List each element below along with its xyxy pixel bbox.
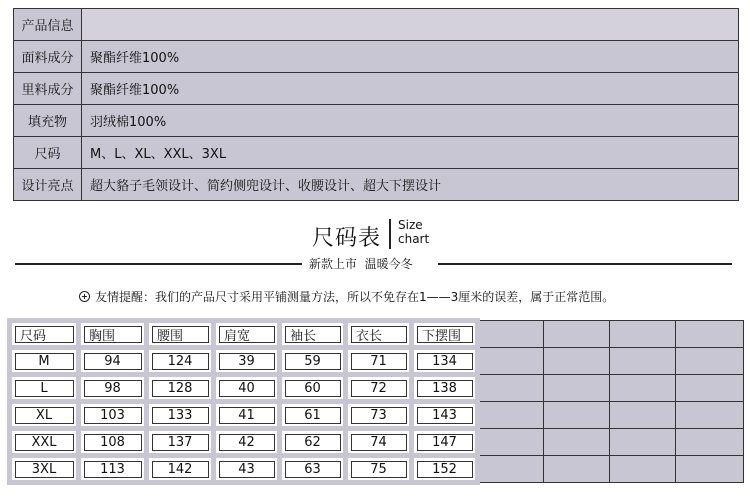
empty-cell [478,348,544,375]
empty-cell [676,321,744,348]
size-cell: L [10,375,79,402]
info-value [82,9,739,41]
empty-cell [544,375,610,402]
size-cell: XL [10,402,79,429]
value-cell: 137 [147,429,214,456]
tagline: 新款上市 温暖今冬 [309,257,413,271]
value-cell: 61 [280,402,346,429]
table-row [10,348,744,375]
value-cell: 128 [147,375,214,402]
value-cell: 142 [147,456,214,483]
info-label: 面料成分 [14,41,82,73]
empty-cell [610,348,676,375]
column-header: 衣长 [346,321,412,348]
value-cell: 60 [280,375,346,402]
value-cell: 113 [79,456,147,483]
info-row [14,169,739,201]
value-cell: 62 [280,429,346,456]
size-chart-heading [0,218,750,252]
product-info-table [13,8,739,201]
info-value: 聚酯纤维100% [82,41,739,73]
notice [79,288,614,305]
info-row [14,41,739,73]
value-cell: 147 [412,429,478,456]
empty-cell [544,456,610,483]
table-row [10,375,744,402]
column-header: 肩宽 [214,321,280,348]
empty-cell [478,456,544,483]
empty-cell [676,429,744,456]
info-label: 设计亮点 [14,169,82,201]
value-cell: 42 [214,429,280,456]
plus-circle-icon [79,291,90,302]
empty-cell [676,375,744,402]
info-label: 产品信息 [14,9,82,41]
info-value: 超大貉子毛领设计、简约侧兜设计、收腰设计、超大下摆设计 [82,169,739,201]
size-chart-title: 尺码表 [312,226,382,251]
value-cell: 98 [79,375,147,402]
info-row [14,73,739,105]
value-cell: 152 [412,456,478,483]
info-label: 尺码 [14,137,82,169]
value-cell: 143 [412,402,478,429]
table-row [10,402,744,429]
info-label: 填充物 [14,105,82,137]
divider-line-left [15,263,302,265]
empty-cell [478,429,544,456]
empty-cell [610,429,676,456]
empty-cell [478,402,544,429]
value-cell: 43 [214,456,280,483]
empty-cell [544,321,610,348]
empty-cell [478,375,544,402]
value-cell: 40 [214,375,280,402]
column-header: 下摆围 [412,321,478,348]
size-cell: XXL [10,429,79,456]
value-cell: 59 [280,348,346,375]
value-cell: 138 [412,375,478,402]
empty-cell [544,429,610,456]
size-table-header [10,321,744,348]
info-value: 聚酯纤维100% [82,73,739,105]
divider-line-right [438,263,732,265]
empty-cell [610,456,676,483]
size-chart-title-en [398,218,429,246]
column-header: 胸围 [79,321,147,348]
value-cell: 124 [147,348,214,375]
empty-cell [610,321,676,348]
value-cell: 63 [280,456,346,483]
info-value: 羽绒棉100% [82,105,739,137]
value-cell: 133 [147,402,214,429]
empty-cell [676,402,744,429]
empty-cell [676,348,744,375]
table-row [10,456,744,483]
empty-cell [544,348,610,375]
empty-cell [676,456,744,483]
empty-cell [610,375,676,402]
empty-cell [610,402,676,429]
value-cell: 108 [79,429,147,456]
value-cell: 41 [214,402,280,429]
value-cell: 73 [346,402,412,429]
title-en-line-1: Size [398,218,423,232]
value-cell: 74 [346,429,412,456]
column-header: 袖长 [280,321,346,348]
empty-cell [544,402,610,429]
size-cell: M [10,348,79,375]
value-cell: 39 [214,348,280,375]
size-table [7,318,744,485]
empty-cell [478,321,544,348]
value-cell: 71 [346,348,412,375]
value-cell: 75 [346,456,412,483]
info-row [14,9,739,41]
value-cell: 72 [346,375,412,402]
column-header: 尺码 [10,321,79,348]
size-cell: 3XL [10,456,79,483]
notice-text: 友情提醒：我们的产品尺寸采用平铺测量方法，所以不免存在1——3厘米的误差，属于正常范围。 [95,290,615,304]
info-label: 里料成分 [14,73,82,105]
value-cell: 134 [412,348,478,375]
table-row [10,429,744,456]
value-cell: 103 [79,402,147,429]
column-header: 腰围 [147,321,214,348]
title-divider [389,219,391,249]
value-cell: 94 [79,348,147,375]
info-row [14,137,739,169]
info-row [14,105,739,137]
title-en-line-2: chart [398,232,430,246]
info-value: M、L、XL、XXL、3XL [82,137,739,169]
